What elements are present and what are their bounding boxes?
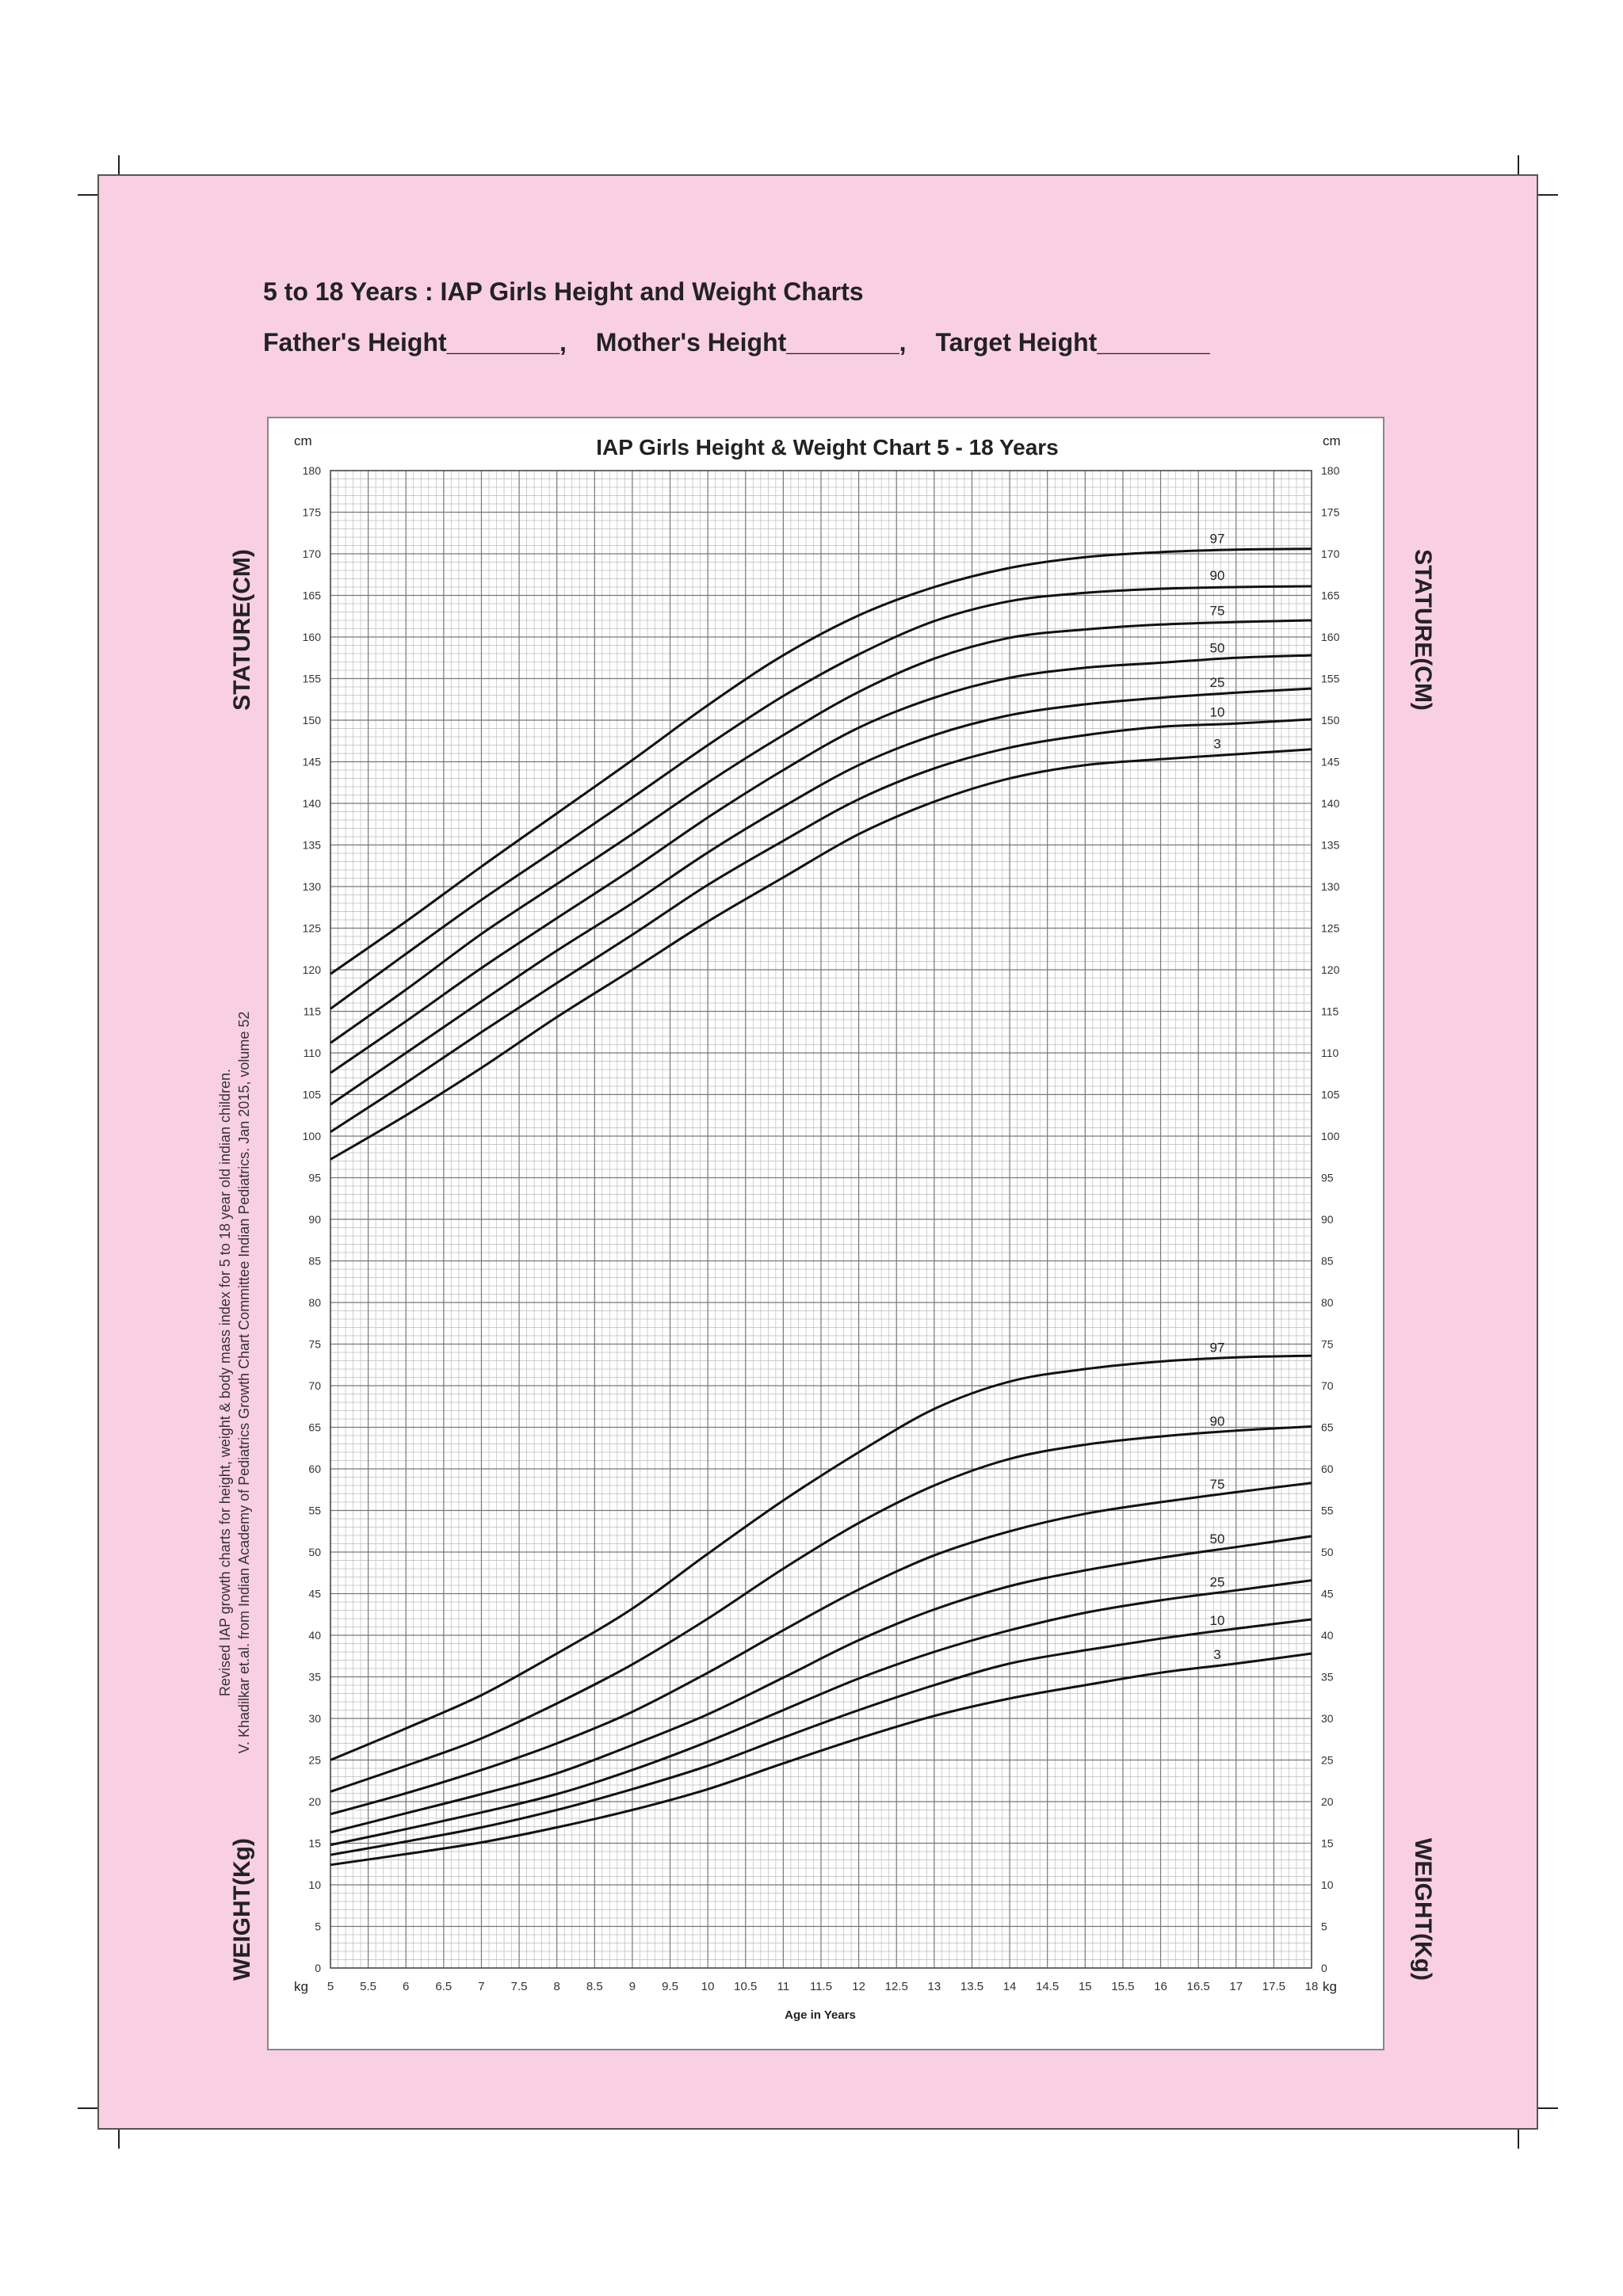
y-tick-label-left: 160 bbox=[302, 631, 321, 643]
reference-line-2: V. Khadilkar et.al. from Indian Academy of Pediatrics Growth Chart Committee Indian Pediatrics. Jan 2015, volume 52 bbox=[236, 1011, 252, 1754]
x-tick-label: 9.5 bbox=[662, 1980, 678, 1993]
x-tick-label: 13.5 bbox=[960, 1980, 984, 1993]
fathers-height-field: Father's Height________, bbox=[263, 328, 567, 357]
y-tick-label-left: 85 bbox=[308, 1254, 321, 1268]
page-title: 5 to 18 Years : IAP Girls Height and Weight Charts bbox=[263, 277, 864, 306]
y-tick-label-right: 25 bbox=[1321, 1753, 1334, 1767]
y-tick-label-left: 10 bbox=[308, 1878, 321, 1891]
y-tick-label-right: 165 bbox=[1321, 589, 1340, 602]
y-tick-label-right: 100 bbox=[1321, 1130, 1340, 1142]
x-tick-label: 14 bbox=[1002, 1980, 1017, 1993]
y-tick-label-right: 85 bbox=[1321, 1254, 1334, 1268]
y-tick-label-right: 75 bbox=[1321, 1337, 1334, 1351]
unit-left-bottom: kg bbox=[294, 1979, 308, 1994]
crop-mark-bl-v bbox=[118, 2130, 120, 2149]
y-tick-label-right: 35 bbox=[1321, 1670, 1334, 1684]
weight-label-p3: 3 bbox=[1213, 1647, 1221, 1663]
y-tick-label-right: 90 bbox=[1321, 1213, 1334, 1226]
x-tick-label: 10 bbox=[701, 1980, 715, 1993]
y-tick-label-right: 160 bbox=[1321, 631, 1340, 643]
chart-panel bbox=[267, 417, 1384, 2050]
reference-note bbox=[216, 1012, 254, 1754]
y-tick-label-right: 45 bbox=[1321, 1587, 1334, 1600]
target-height-field: Target Height________ bbox=[935, 328, 1210, 357]
y-tick-label-left: 95 bbox=[308, 1171, 321, 1184]
x-tick-label: 17 bbox=[1229, 1980, 1243, 1993]
height-label-p10: 10 bbox=[1209, 704, 1225, 720]
crop-mark-tr-v bbox=[1518, 155, 1519, 174]
x-tick-label: 18 bbox=[1304, 1980, 1319, 1993]
x-tick-label: 10.5 bbox=[734, 1980, 758, 1993]
x-tick-label: 11 bbox=[777, 1980, 790, 1993]
crop-mark-br-h bbox=[1538, 2107, 1558, 2109]
weight-label-p75: 75 bbox=[1209, 1476, 1225, 1492]
y-tick-label-right: 40 bbox=[1321, 1629, 1334, 1642]
y-tick-label-left: 65 bbox=[308, 1421, 321, 1434]
y-tick-label-right: 110 bbox=[1321, 1047, 1339, 1059]
x-tick-label: 12 bbox=[852, 1980, 865, 1993]
y-tick-label-right: 30 bbox=[1321, 1712, 1334, 1725]
weight-label-p90: 90 bbox=[1209, 1413, 1225, 1429]
y-tick-label-left: 120 bbox=[302, 963, 321, 976]
height-label-p90: 90 bbox=[1209, 568, 1225, 584]
y-tick-label-right: 10 bbox=[1321, 1878, 1334, 1891]
y-tick-label-right: 130 bbox=[1321, 880, 1340, 893]
y-tick-label-right: 55 bbox=[1321, 1504, 1334, 1517]
y-tick-label-left: 175 bbox=[302, 505, 321, 519]
y-tick-label-left: 150 bbox=[302, 714, 321, 727]
weight-label-left: WEIGHT(Kg) bbox=[229, 1838, 255, 1981]
y-tick-label-left: 40 bbox=[308, 1629, 321, 1642]
y-tick-label-left: 45 bbox=[308, 1587, 321, 1600]
y-tick-label-right: 145 bbox=[1321, 755, 1340, 769]
stature-label-left: STATURE(CM) bbox=[229, 549, 255, 711]
y-tick-label-right: 150 bbox=[1321, 714, 1340, 727]
weight-label-right: WEIGHT(Kg) bbox=[1410, 1838, 1436, 1981]
weight-label-p97: 97 bbox=[1209, 1340, 1225, 1356]
y-tick-label-left: 0 bbox=[315, 1962, 321, 1974]
x-tick-label: 8 bbox=[553, 1980, 560, 1993]
y-tick-label-left: 130 bbox=[302, 880, 321, 893]
y-tick-label-left: 75 bbox=[308, 1337, 321, 1351]
growth-chart bbox=[269, 418, 1386, 2052]
y-tick-label-left: 35 bbox=[308, 1670, 321, 1684]
x-tick-label: 13 bbox=[927, 1980, 941, 1993]
unit-left-top: cm bbox=[294, 433, 312, 448]
y-tick-label-right: 15 bbox=[1321, 1836, 1334, 1850]
x-tick-label: 15.5 bbox=[1111, 1980, 1135, 1993]
y-tick-label-left: 90 bbox=[308, 1213, 321, 1226]
crop-mark-tr-h bbox=[1538, 194, 1558, 196]
y-tick-label-right: 175 bbox=[1321, 505, 1340, 519]
y-tick-label-left: 25 bbox=[308, 1753, 321, 1767]
y-tick-label-left: 20 bbox=[308, 1795, 321, 1808]
y-tick-label-right: 125 bbox=[1321, 921, 1340, 935]
mothers-height-field: Mother's Height________, bbox=[595, 328, 907, 357]
y-tick-label-left: 125 bbox=[302, 921, 321, 935]
chart-title: IAP Girls Height & Weight Chart 5 - 18 Years bbox=[596, 435, 1059, 460]
y-tick-label-right: 95 bbox=[1321, 1171, 1334, 1184]
x-tick-label: 16.5 bbox=[1186, 1980, 1210, 1993]
y-tick-label-left: 110 bbox=[303, 1047, 321, 1059]
y-tick-label-right: 170 bbox=[1321, 547, 1340, 560]
crop-mark-bl-h bbox=[78, 2107, 97, 2109]
x-tick-label: 7.5 bbox=[510, 1980, 528, 1993]
height-label-p3: 3 bbox=[1213, 736, 1221, 752]
height-label-p97: 97 bbox=[1209, 531, 1225, 547]
y-tick-label-right: 70 bbox=[1321, 1379, 1334, 1392]
y-tick-label-right: 20 bbox=[1321, 1795, 1334, 1808]
y-tick-label-left: 145 bbox=[302, 755, 321, 769]
y-tick-label-right: 140 bbox=[1321, 797, 1340, 810]
y-tick-label-right: 115 bbox=[1321, 1005, 1339, 1018]
weight-label-p25: 25 bbox=[1209, 1574, 1225, 1590]
height-label-p25: 25 bbox=[1209, 675, 1225, 691]
height-label-p50: 50 bbox=[1209, 640, 1225, 656]
y-tick-label-left: 55 bbox=[308, 1504, 321, 1517]
crop-mark-br-v bbox=[1518, 2130, 1519, 2149]
y-tick-label-left: 30 bbox=[308, 1712, 321, 1725]
parent-height-fields bbox=[263, 328, 1232, 357]
x-tick-label: 6 bbox=[403, 1980, 410, 1993]
y-tick-label-left: 170 bbox=[302, 547, 321, 560]
y-tick-label-left: 80 bbox=[308, 1296, 321, 1309]
unit-right-top: cm bbox=[1323, 433, 1341, 448]
y-tick-label-left: 180 bbox=[302, 464, 321, 477]
x-tick-label: 11.5 bbox=[809, 1980, 833, 1993]
y-tick-label-right: 50 bbox=[1321, 1546, 1334, 1558]
crop-mark-tl-h bbox=[78, 194, 97, 196]
x-tick-label: 15 bbox=[1078, 1980, 1092, 1993]
unit-right-bottom: kg bbox=[1323, 1979, 1337, 1994]
height-label-p75: 75 bbox=[1209, 603, 1225, 619]
y-tick-label-right: 120 bbox=[1321, 963, 1340, 976]
y-tick-label-right: 135 bbox=[1321, 838, 1340, 852]
y-tick-label-left: 155 bbox=[302, 672, 321, 685]
y-tick-label-right: 105 bbox=[1321, 1088, 1340, 1101]
x-axis-label: Age in Years bbox=[785, 2008, 856, 2022]
y-tick-label-left: 165 bbox=[302, 589, 321, 602]
y-tick-label-left: 60 bbox=[308, 1463, 321, 1475]
y-tick-label-left: 135 bbox=[302, 838, 321, 852]
x-tick-label: 9 bbox=[628, 1980, 636, 1993]
x-tick-label: 6.5 bbox=[435, 1980, 453, 1993]
y-tick-label-left: 140 bbox=[302, 797, 321, 810]
y-tick-label-right: 60 bbox=[1321, 1463, 1334, 1475]
x-tick-label: 5.5 bbox=[360, 1980, 377, 1993]
y-tick-label-right: 80 bbox=[1321, 1296, 1334, 1309]
x-tick-label: 7 bbox=[478, 1980, 485, 1993]
x-tick-label: 17.5 bbox=[1262, 1980, 1285, 1993]
y-tick-label-right: 0 bbox=[1321, 1962, 1327, 1974]
x-tick-label: 12.5 bbox=[884, 1980, 908, 1993]
weight-label-p10: 10 bbox=[1209, 1612, 1225, 1628]
y-tick-label-left: 15 bbox=[308, 1836, 321, 1850]
crop-mark-tl-v bbox=[118, 155, 120, 174]
y-tick-label-right: 65 bbox=[1321, 1421, 1334, 1434]
y-tick-label-right: 155 bbox=[1321, 672, 1340, 685]
y-tick-label-left: 115 bbox=[303, 1005, 321, 1018]
x-tick-label: 16 bbox=[1154, 1980, 1167, 1993]
x-tick-label: 5 bbox=[327, 1980, 334, 1993]
y-tick-label-right: 180 bbox=[1321, 464, 1340, 477]
reference-line-1: Revised IAP growth charts for height, weight & body mass index for 5 to 18 year old indian children. bbox=[217, 1068, 233, 1697]
y-tick-label-left: 5 bbox=[315, 1920, 321, 1933]
y-tick-label-left: 70 bbox=[308, 1379, 321, 1392]
x-tick-label: 14.5 bbox=[1036, 1980, 1060, 1993]
y-tick-label-left: 50 bbox=[308, 1546, 321, 1558]
stature-label-right: STATURE(CM) bbox=[1410, 549, 1436, 711]
x-tick-label: 8.5 bbox=[586, 1980, 603, 1993]
weight-label-p50: 50 bbox=[1209, 1531, 1225, 1547]
y-tick-label-left: 100 bbox=[302, 1130, 321, 1142]
y-tick-label-right: 5 bbox=[1321, 1920, 1327, 1933]
y-tick-label-left: 105 bbox=[302, 1088, 321, 1101]
